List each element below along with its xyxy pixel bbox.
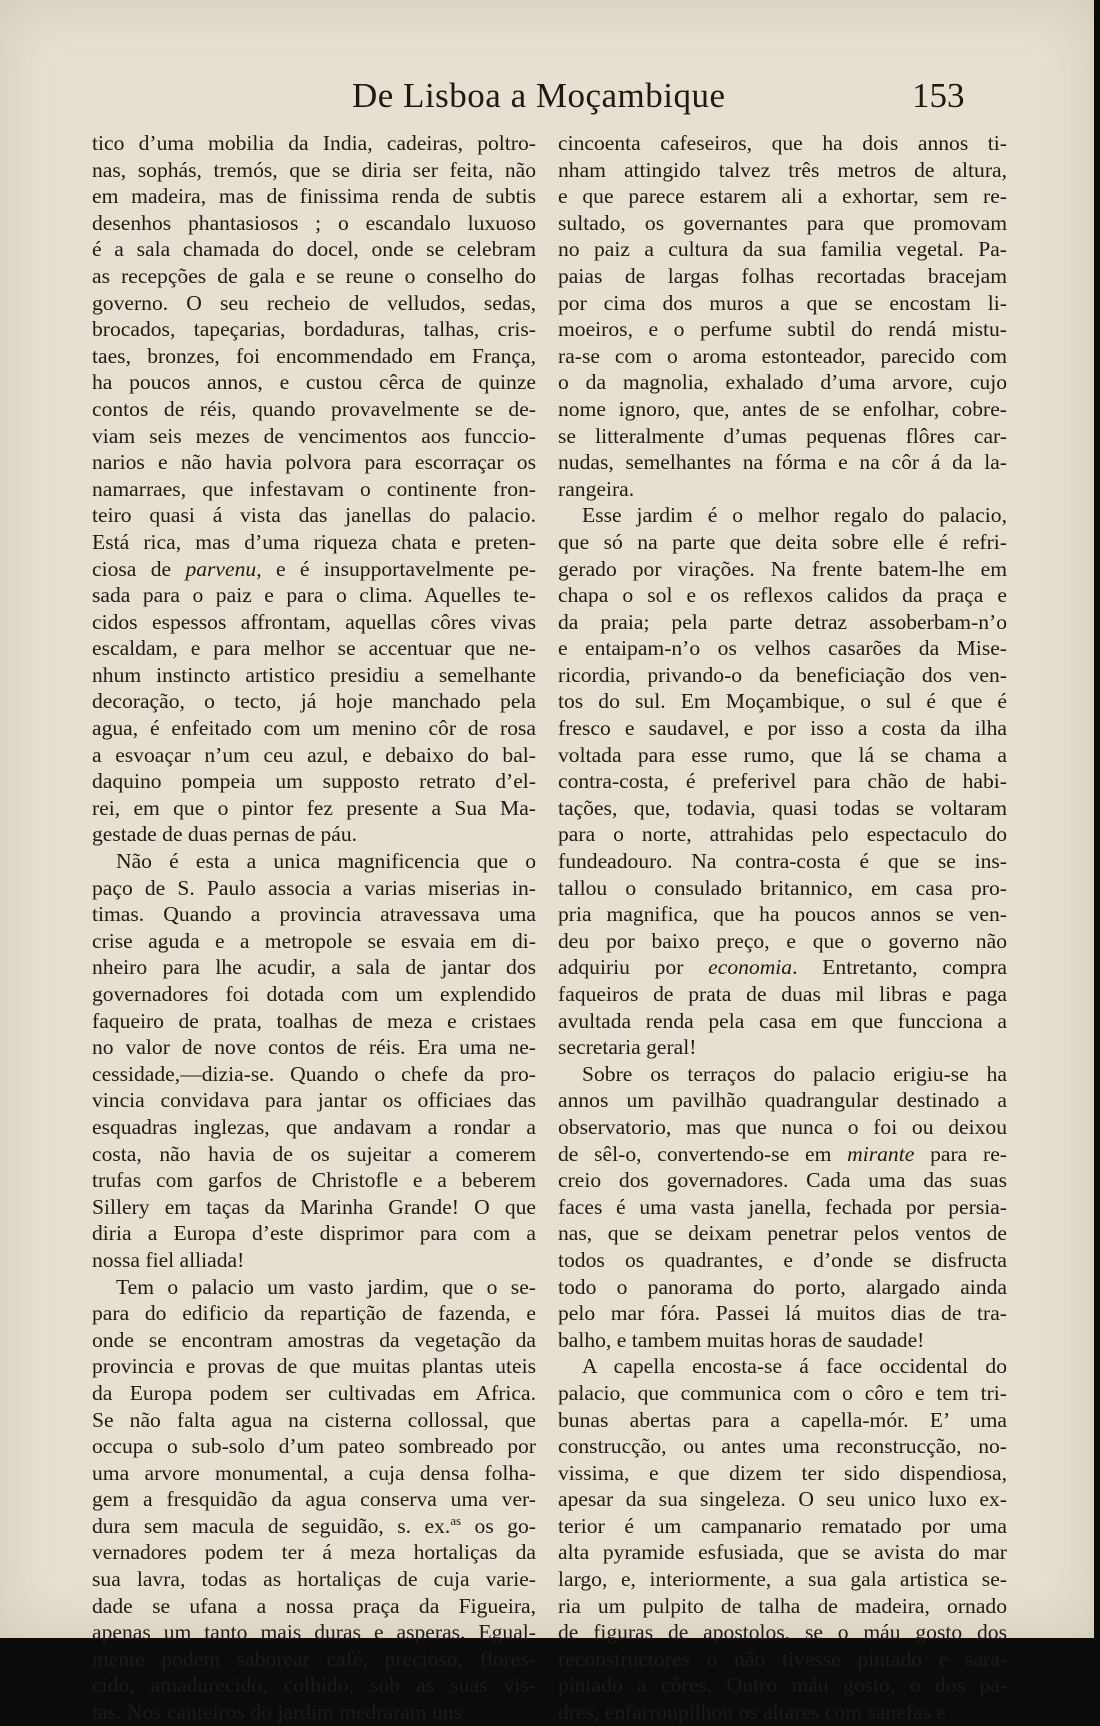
text-line: e que parece estarem ali a exhortar, sem re- [558, 184, 1007, 209]
text-line: pria magnifica, que ha poucos annos se ven- [558, 902, 1007, 927]
running-head-title: De Lisboa a Moçambique [352, 76, 726, 115]
text-line: palacio, que communica com o côro e tem tri- [558, 1380, 1007, 1405]
text-line: para do edificio da repartição de fazenda, e [92, 1301, 536, 1326]
text-line: paias de largas folhas recortadas bracejam [558, 263, 1007, 288]
page-number: 153 [912, 76, 965, 115]
text-line: dade se ufana a nossa praça da Figueira, [92, 1593, 536, 1618]
text-line: narios e não havia polvora para escorraçar os [92, 450, 536, 475]
text-column-left [92, 130, 536, 1726]
text-line: Esse jardim é o melhor regalo do palacio, [582, 503, 1007, 528]
text-line: ra-se com o aroma estonteador, parecido com [558, 343, 1007, 368]
text-line: e entaipam-n’o os velhos casarões da Mise- [558, 636, 1007, 661]
text-line: contos de réis, quando provavelmente se de- [92, 396, 536, 421]
text-line: para o norte, attrahidas pelo espectaculo do [558, 822, 1007, 847]
text-line: governadores foi dotada com um explendido [92, 982, 536, 1006]
text-line: cessidade,—dizia-se. Quando o chefe da pro- [92, 1061, 536, 1086]
text-line: onde se encontram amostras da vegetação da [92, 1327, 536, 1352]
text-line: namarraes, que infestavam o continente fron- [92, 476, 536, 501]
text-line: tações, que, todavia, quasi todas se voltaram [558, 795, 1007, 820]
text-line: vernadores podem ter á meza hortaliças da [92, 1540, 536, 1565]
text-line: todos os quadrantes, e d’onde se disfructa [558, 1247, 1007, 1272]
text-line: taes, bronzes, foi encommendado em França, [92, 343, 536, 368]
text-line: fundeadouro. Na contra-costa é que se ins- [558, 849, 1007, 874]
text-line: daquino pompeia um supposto retrato d’el- [92, 769, 536, 794]
text-line: pelo mar fóra. Passei lá muitos dias de tra- [558, 1301, 1007, 1326]
text-line: Está rica, mas d’uma riqueza chata e preten- [92, 529, 536, 554]
text-line: teiro quasi á vista das janellas do palacio. [92, 503, 536, 528]
text-line: ria um pulpito de talha de madeira, ornado [558, 1593, 1007, 1618]
text-line: sada para o paiz e para o clima. Aquelles te- [92, 583, 536, 608]
text-line: brocados, tapeçarias, bordaduras, talhas, cris- [92, 317, 536, 342]
text-line: ciosa de parvenu, e é insupportavelmente pe- [92, 556, 537, 581]
text-line: contra-costa, é preferivel para chão de habi- [558, 769, 1007, 794]
text-line: avultada renda pela casa em que funcciona a [558, 1008, 1007, 1033]
text-line: se litteralmente d’umas pequenas flôres car- [558, 423, 1007, 448]
text-line: faqueiro de prata, toalhas de meza e cristaes [92, 1008, 536, 1033]
text-line: vissima, e que dizem ter sido dispendiosa, [558, 1460, 1007, 1485]
text-line: cidos espessos affrontam, aquellas côres vivas [92, 609, 536, 634]
text-line: secretaria geral! [558, 1035, 697, 1060]
text-line: decoração, o tecto, já hoje manchado pela [92, 689, 536, 714]
text-line: nome ignoro, que, antes de se enfolhar, cobre- [558, 396, 1007, 421]
text-line: cido, amadurecido, colhido, sob as suas vis- [92, 1673, 536, 1698]
text-line: sua lavra, todas as hortaliças de cuja varie- [92, 1567, 536, 1592]
text-line: Tem o palacio um vasto jardim, que o se- [116, 1274, 536, 1299]
text-line: observatorio, mas que nunca o foi ou deixou [558, 1114, 1007, 1139]
text-line: trufas com garfos de Christofle e a beberem [92, 1168, 536, 1193]
text-line: mente podem saborear café, precioso, flores- [92, 1646, 536, 1671]
text-line: rei, em que o pintor fez presente a Sua Ma- [92, 795, 536, 820]
text-line: nossa fiel alliada! [92, 1247, 245, 1272]
text-line: pintado a côres. Outro máu gosto, o dos pa- [558, 1673, 1007, 1698]
text-line: nudas, semelhantes na fórma e na côr á da la- [558, 450, 1007, 475]
text-line: balho, e tambem muitas horas de saudade! [558, 1327, 925, 1352]
text-line: A capella encosta-se á face occidental do [582, 1354, 1007, 1379]
text-line: as recepções de gala e se reune o conselho do [92, 263, 536, 288]
text-line: tos do sul. Em Moçambique, o sul é que é [558, 689, 1007, 714]
text-line: sultado, os governantes para que promovam [558, 210, 1007, 235]
text-line: fresco e saudavel, e por isso a costa da ilha [558, 716, 1007, 741]
text-line: timas. Quando a provincia atravessava uma [92, 902, 536, 927]
text-line: escaldam, e para melhor se accentuar que ne- [92, 636, 536, 661]
text-line: faqueiros de prata de duas mil libras e paga [558, 982, 1007, 1006]
text-line: de figuras de apostolos, se o máu gosto dos [558, 1620, 1007, 1645]
text-line: viam seis mezes de vencimentos aos funccio- [92, 423, 536, 448]
text-line: apesar da sua singeleza. O seu unico luxo ex- [558, 1487, 1007, 1512]
text-line: no valor de nove contos de réis. Era uma ne- [92, 1035, 536, 1060]
text-line: dura sem macula de seguidão, s. ex.$^{as}$ os go- [92, 1512, 536, 1538]
text-line: gerado por virações. Na frente batem-lhe em [558, 556, 1007, 581]
text-line: que só na parte que deita sobre elle é refri- [558, 529, 1007, 554]
text-line: creio dos governadores. Cada uma das suas [558, 1168, 1007, 1193]
text-line: governo. O seu recheio de velludos, sedas, [92, 290, 536, 315]
text-line: alta pyramide esfusiada, que se avista do mar [558, 1540, 1007, 1565]
text-line: Se não falta agua na cisterna collossal, que [92, 1407, 536, 1432]
text-line: tas. Nos canteiros do jardim medraram uns [92, 1700, 462, 1725]
text-line: por cima dos muros a que se encostam li- [558, 290, 1007, 315]
text-line: nham attingido talvez três metros de altura, [558, 157, 1007, 182]
text-line: esquadras inglezas, que andavam a rondar a [92, 1114, 536, 1139]
text-line: nhum instincto artistico presidiu a semelhante [92, 662, 536, 687]
text-line: provincia e provas de que muitas plantas uteis [92, 1354, 536, 1379]
text-line: de sêl-o, convertendo-se em mirante para re- [558, 1141, 1007, 1166]
text-line: da praia; pela parte detraz assoberbam-n’o [558, 609, 1007, 634]
text-line: tallou o consulado britannico, em casa pro- [558, 875, 1007, 900]
text-line: Sillery em taças da Marinha Grande! O que [92, 1194, 536, 1219]
text-line: Sobre os terraços do palacio erigiu-se ha [582, 1061, 1007, 1086]
text-line: construcção, ou antes uma reconstrucção, no- [558, 1434, 1007, 1459]
text-line: em madeira, mas de finissima renda de subtis [92, 184, 536, 209]
text-line: occupa o sub-solo d’um pateo sombreado por [92, 1434, 536, 1459]
text-line: todo o panorama do porto, alargado ainda [558, 1274, 1007, 1299]
text-line: largo, e, interiormente, a sua gala artistica se- [558, 1567, 1007, 1592]
text-line: é a sala chamada do docel, onde se celebram [92, 237, 536, 262]
text-line: diria a Europa d’este disprimor para com a [92, 1221, 536, 1246]
text-line: annos um pavilhão quadrangular destinado a [558, 1088, 1007, 1113]
text-line: chapa o sol e os reflexos calidos da praça e [558, 583, 1007, 608]
text-line: costa, não havia de os sujeitar a comerem [92, 1141, 536, 1166]
text-line: dres, enfarroupilhou os altares com sanefas e [558, 1700, 946, 1725]
text-line: adquiriu por economia. Entretanto, compra [558, 955, 1007, 980]
text-line: faces é uma vasta janella, fechada por persia- [558, 1194, 1007, 1219]
text-line: Não é esta a unica magnificencia que o [116, 849, 536, 874]
text-line: gestade de duas pernas de páu. [92, 822, 358, 847]
text-line: voltada para esse rumo, que lá se chama a [558, 742, 1007, 767]
text-line: nas, que se deixam penetrar pelos ventos de [558, 1221, 1007, 1246]
text-line: crise aguda e a metropole se esvaia em di- [92, 928, 536, 953]
text-line: ricordia, privando-o da beneficiação dos ven- [558, 662, 1007, 687]
text-line: agua, é enfeitado com um menino côr de rosa [92, 716, 536, 741]
text-line: moeiros, e o perfume subtil do rendá mistu- [558, 317, 1007, 342]
text-line: ha poucos annos, e custou cêrca de quinze [92, 370, 536, 395]
text-line: cincoenta cafeseiros, que ha dois annos ti- [558, 131, 1007, 155]
text-line: o da magnolia, exhalado d’uma arvore, cujo [558, 370, 1007, 395]
text-line: vincia convidava para jantar os officiaes das [92, 1088, 536, 1113]
text-line: paço de S. Paulo associa a varias miserias in- [92, 875, 536, 900]
text-line: deu por baixo preço, e que o governo não [558, 928, 1007, 953]
text-line: nas, sophás, tremós, que se diria ser feita, não [92, 157, 536, 182]
text-line: a esvoaçar n’um ceu azul, e debaixo do bal- [92, 742, 536, 767]
text-line: rangeira. [558, 476, 635, 501]
text-line: reconstructores o não tivesse pintado e sara- [558, 1646, 1007, 1671]
text-line: tico d’uma mobilia da India, cadeiras, poltro- [92, 131, 536, 155]
text-line: terior é um campanario rematado por uma [558, 1513, 1007, 1538]
text-line: bunas abertas para a capella-mór. E’ uma [558, 1407, 1007, 1432]
text-line: nheiro para lhe acudir, a sala de jantar dos [92, 955, 536, 980]
text-line: apenas um tanto mais duras e asperas. Egual- [92, 1620, 536, 1645]
text-line: da Europa podem ser cultivadas em Africa. [92, 1380, 536, 1405]
text-column-right [558, 130, 1007, 1726]
text-line: no paiz a cultura da sua familia vegetal. Pa- [558, 237, 1007, 262]
text-line: gem a fresquidão da agua conserva uma ver- [92, 1487, 536, 1512]
text-line: desenhos phantasiosos ; o escandalo luxuoso [92, 210, 536, 235]
text-line: uma arvore monumental, a cuja densa folha- [92, 1460, 536, 1485]
